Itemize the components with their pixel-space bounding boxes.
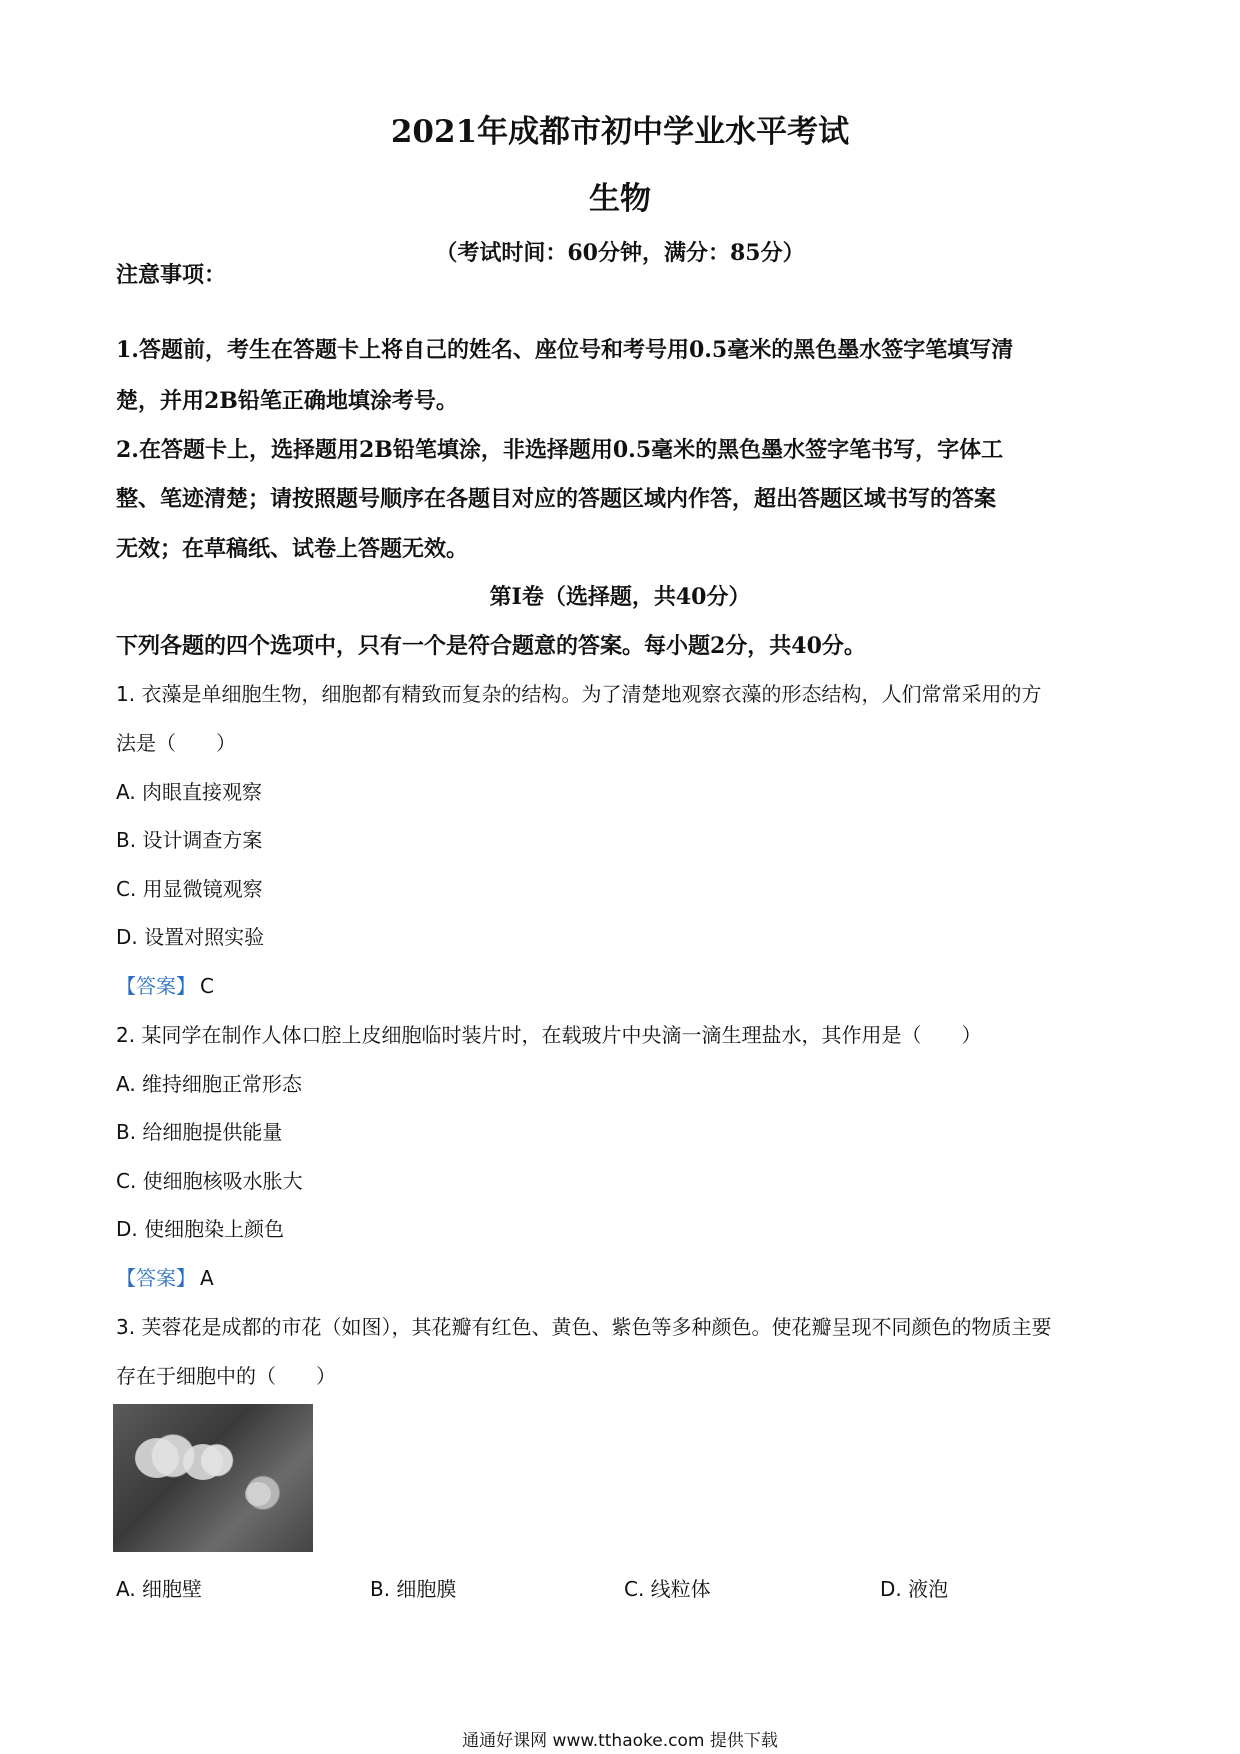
notice-line: 无效；在草稿纸、试卷上答题无效。 xyxy=(116,536,469,562)
notice-line: 1.答题前，考生在答题卡上将自己的姓名、座位号和考号用0.5毫米的黑色墨水签字笔填写清 xyxy=(116,337,1014,363)
notice-line: 楚，并用2B铅笔正确地填涂考号。 xyxy=(116,388,458,414)
option-a: A. 细胞壁 xyxy=(116,1577,203,1601)
option-b: B. 细胞膜 xyxy=(370,1577,457,1601)
option-c: C. 使细胞核吸水胀大 xyxy=(116,1169,303,1193)
option-d: D. 液泡 xyxy=(880,1577,949,1601)
footer-source: 通通好课网 www.tthaoke.com 提供下载 xyxy=(462,1731,778,1751)
option-c: C. 线粒体 xyxy=(624,1577,711,1601)
option-b: B. 设计调查方案 xyxy=(116,828,263,852)
option-d: D. 设置对照实验 xyxy=(116,925,265,949)
answer-tag: 【答案】 xyxy=(116,974,196,998)
question-stem: 存在于细胞中的（ ） xyxy=(116,1364,336,1388)
answer-line xyxy=(116,970,214,999)
answer-value: C xyxy=(200,974,214,998)
question-stem: 1. 衣藻是单细胞生物，细胞都有精致而复杂的结构。为了清楚地观察衣藻的形态结构，人们常常采用的方 xyxy=(116,682,1042,706)
option-a: A. 维持细胞正常形态 xyxy=(116,1072,303,1096)
hibiscus-flower-photo xyxy=(113,1404,313,1552)
answer-line xyxy=(116,1262,214,1291)
notice-line: 整、笔迹清楚；请按照题号顺序在各题目对应的答题区域内作答，超出答题区域书写的答案 xyxy=(116,486,997,512)
exam-info: （考试时间：60分钟，满分：85分） xyxy=(435,240,805,266)
question-stem: 法是（ ） xyxy=(116,731,236,755)
option-c: C. 用显微镜观察 xyxy=(116,877,263,901)
option-d: D. 使细胞染上颜色 xyxy=(116,1217,285,1241)
question-stem: 3. 芙蓉花是成都的市花（如图），其花瓣有红色、黄色、紫色等多种颜色。使花瓣呈现不同颜色的物质主要 xyxy=(116,1315,1052,1339)
section-title: 第Ⅰ卷（选择题，共40分） xyxy=(489,584,751,610)
notice-heading: 注意事项： xyxy=(116,262,227,288)
question-stem: 2. 某同学在制作人体口腔上皮细胞临时装片时，在载玻片中央滴一滴生理盐水，其作用是（ ） xyxy=(116,1023,982,1047)
subject-title: 生物 xyxy=(589,181,651,217)
section-instruction: 下列各题的四个选项中，只有一个是符合题意的答案。每小题2分，共40分。 xyxy=(116,633,866,659)
exam-title: 2021年成都市初中学业水平考试 xyxy=(390,114,850,150)
notice-line: 2.在答题卡上，选择题用2B铅笔填涂，非选择题用0.5毫米的黑色墨水签字笔书写，字体工 xyxy=(116,437,1004,463)
answer-value: A xyxy=(200,1266,214,1290)
option-a: A. 肉眼直接观察 xyxy=(116,780,263,804)
option-b: B. 给细胞提供能量 xyxy=(116,1120,283,1144)
answer-tag: 【答案】 xyxy=(116,1266,196,1290)
